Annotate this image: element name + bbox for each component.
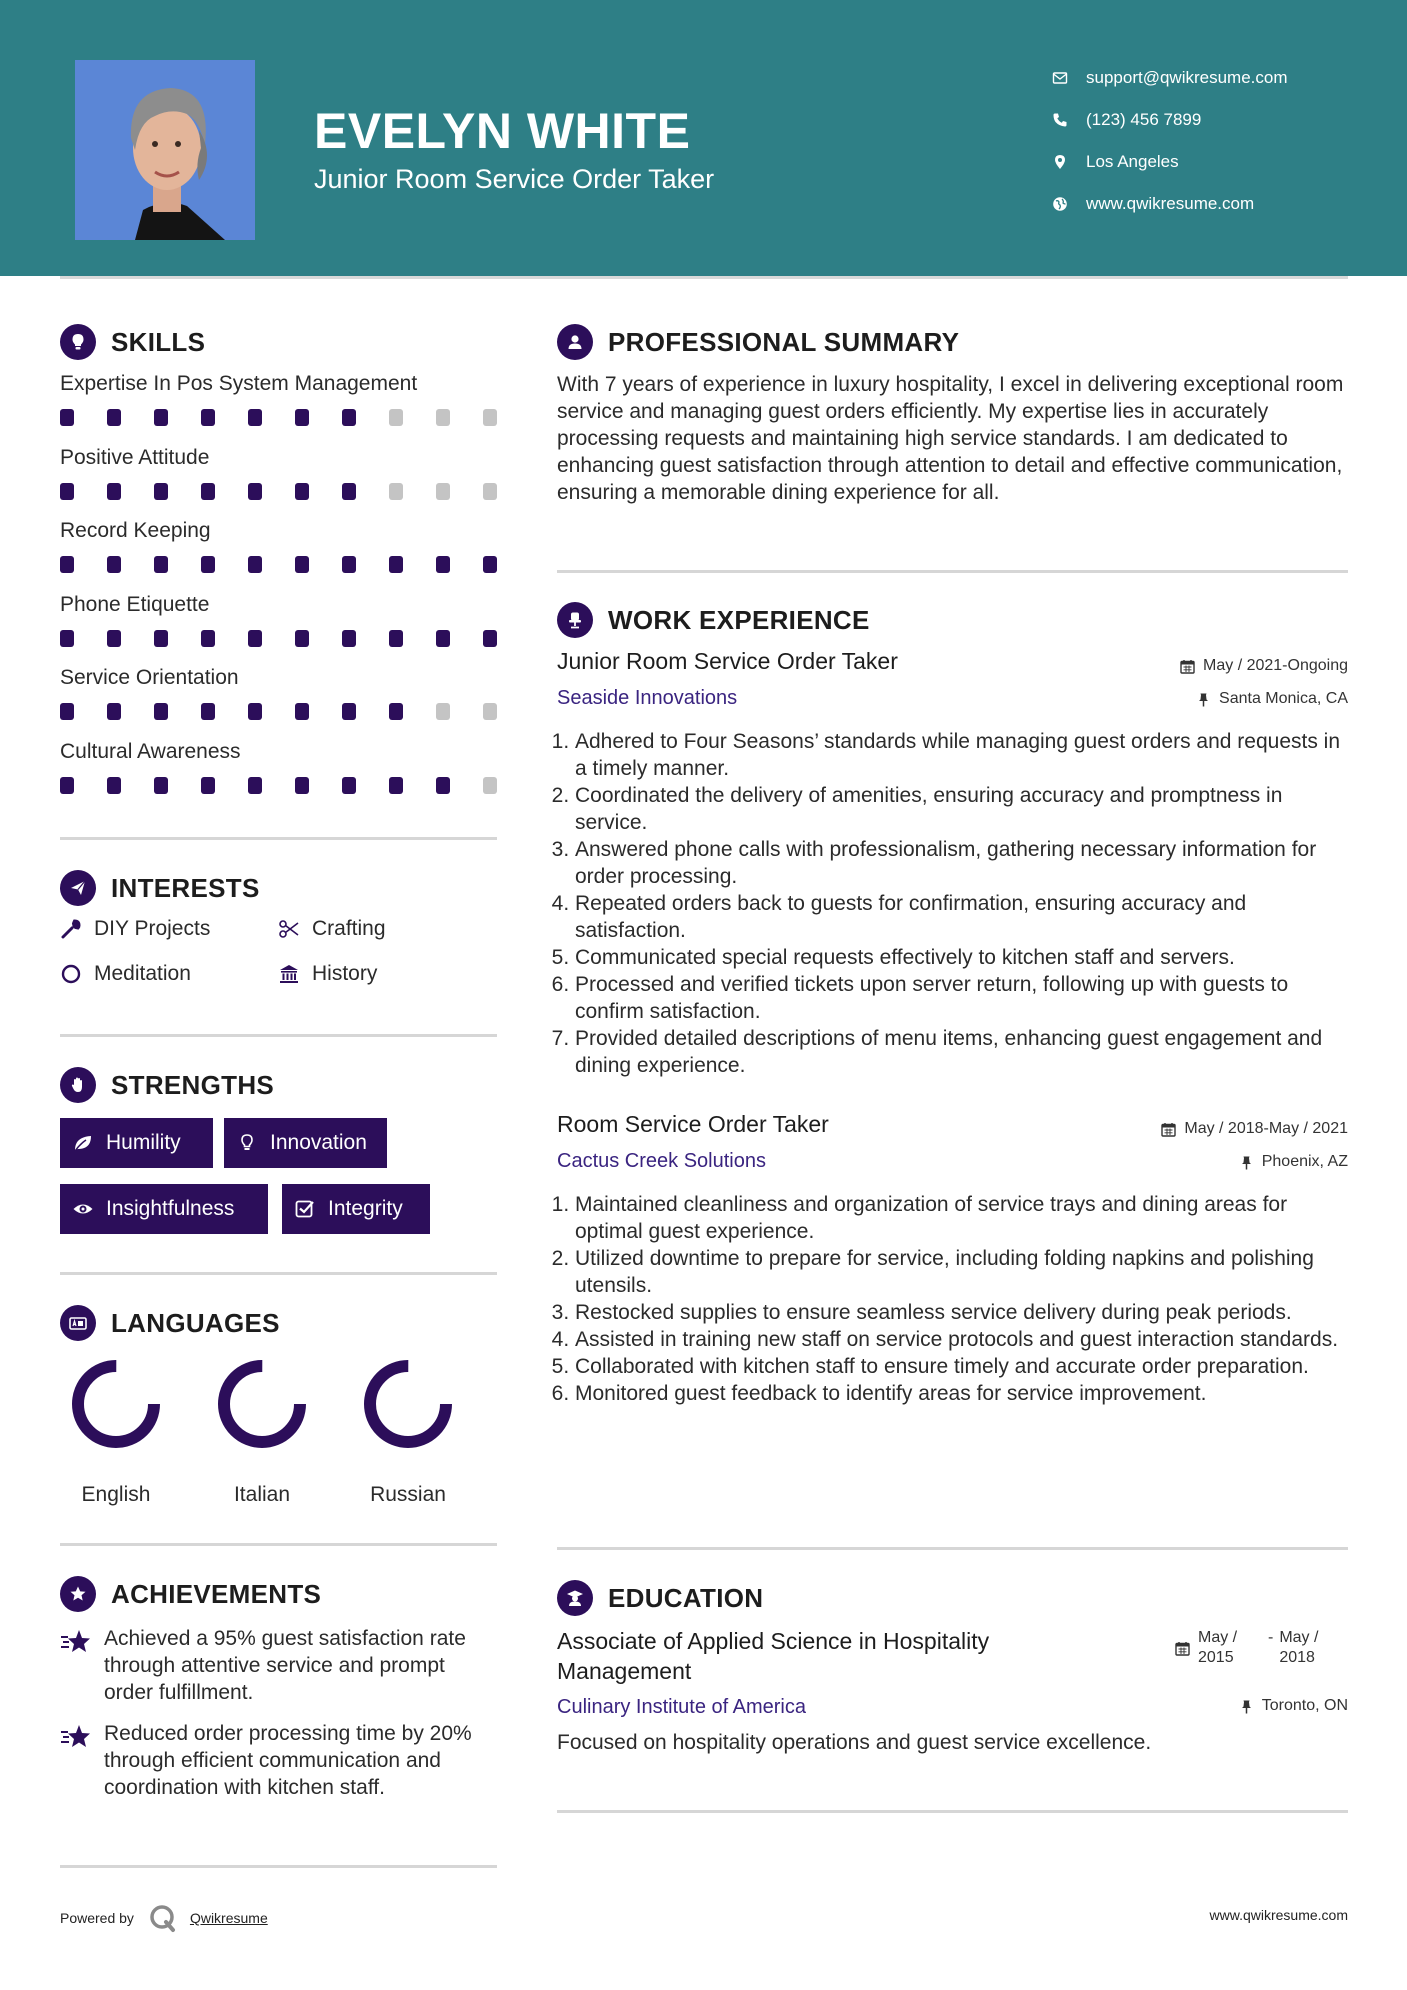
- education-description: Focused on hospitality operations and guest service excellence.: [557, 1731, 1152, 1754]
- languages-title: LANGUAGES: [111, 1307, 280, 1338]
- contact-website[interactable]: [1052, 183, 1288, 225]
- language-item: [348, 1358, 468, 1507]
- rating-dot-empty: [389, 483, 403, 500]
- check-square-icon: [294, 1198, 316, 1220]
- duty-item: 2. Coordinated the delivery of amenities, ensuring accuracy and promptness in service.: [575, 782, 1348, 836]
- education-location: [1239, 1697, 1348, 1715]
- rating-dot-filled: [436, 556, 450, 573]
- phone-icon: [1052, 112, 1086, 128]
- summary-title: PROFESSIONAL SUMMARY: [608, 326, 960, 357]
- job-dates-text: May / 2018-May / 2021: [1184, 1120, 1348, 1137]
- rating-dot-filled: [295, 483, 309, 500]
- rating-dot-filled: [154, 630, 168, 647]
- job-location-text: Santa Monica, CA: [1219, 690, 1348, 707]
- language-item: [56, 1358, 176, 1507]
- job-dates: [1180, 657, 1348, 675]
- pushpin-icon: [1239, 1155, 1254, 1170]
- duty-item: 1. Adhered to Four Seasons’ standards while managing guest orders and requests in a timely manner.: [575, 728, 1348, 782]
- rating-dot-filled: [342, 409, 356, 426]
- job-duties-list: [557, 1191, 1348, 1407]
- language-name: Russian: [370, 1483, 446, 1506]
- interests-title: INTERESTS: [111, 872, 260, 903]
- rating-dot-filled: [154, 777, 168, 794]
- section-divider: [557, 570, 1348, 573]
- rating-dot-empty: [483, 703, 497, 720]
- achievements-title: ACHIEVEMENTS: [111, 1578, 322, 1609]
- job-title: Room Service Order Taker: [557, 1111, 829, 1137]
- skill-rating: [60, 630, 530, 647]
- rating-dot-filled: [295, 703, 309, 720]
- company-name[interactable]: Cactus Creek Solutions: [557, 1150, 766, 1172]
- star-badge-icon: [60, 1576, 96, 1612]
- rating-dot-filled: [201, 556, 215, 573]
- strength-badge-humility: [60, 1118, 213, 1168]
- rating-dot-filled: [295, 409, 309, 426]
- footer-powered-by: [60, 1903, 268, 1933]
- job-dates: [1161, 1120, 1348, 1138]
- experience-heading: [557, 602, 870, 638]
- job-duties-list: [557, 728, 1348, 1079]
- duty-item: 1. Maintained cleanliness and organization of service trays and dining areas for optimal guest experience.: [575, 1191, 1348, 1245]
- skill-label: Positive Attitude: [60, 445, 210, 469]
- strength-label: Innovation: [270, 1131, 367, 1154]
- contact-phone[interactable]: [1052, 99, 1288, 141]
- duty-item: 4. Repeated orders back to guests for confirmation, ensuring accuracy and satisfaction.: [575, 890, 1348, 944]
- rating-dot-filled: [389, 630, 403, 647]
- company-name[interactable]: Seaside Innovations: [557, 687, 738, 709]
- duty-item: 2. Utilized downtime to prepare for service, including folding napkins and polishing utensils.: [575, 1245, 1348, 1299]
- strength-label: Humility: [106, 1131, 181, 1154]
- contact-website-text: www.qwikresume.com: [1086, 194, 1255, 213]
- interest-label: DIY Projects: [94, 917, 211, 940]
- skill-rating: [60, 777, 530, 794]
- rating-dot-filled: [295, 556, 309, 573]
- skill-label: Cultural Awareness: [60, 739, 241, 763]
- star-icon: [60, 1628, 92, 1656]
- language-level-ring: [216, 1358, 308, 1450]
- scissors-icon: [278, 918, 300, 940]
- contact-email[interactable]: [1052, 57, 1288, 99]
- paper-plane-icon: [60, 870, 96, 906]
- powered-by-text: Powered by: [60, 1910, 134, 1926]
- rating-dot-filled: [248, 409, 262, 426]
- rating-dot-filled: [201, 483, 215, 500]
- rating-dot-filled: [201, 703, 215, 720]
- summary-heading: [557, 324, 959, 360]
- id-card-icon: [60, 1305, 96, 1341]
- skill-label: Service Orientation: [60, 666, 239, 689]
- language-name: English: [81, 1483, 151, 1506]
- skill-label: Phone Etiquette: [60, 592, 210, 616]
- job-title: Junior Room Service Order Taker: [557, 648, 898, 674]
- interest-item-crafting: [278, 917, 386, 941]
- summary-text: With 7 years of experience in luxury hospitality, I excel in delivering exceptional room service and managing guest orders efficiently. My expertise lies in accurately processing requests and maintaining high service standards. I am dedicated to enhancing guest satisfaction through attention to detail and effective communication, ensuring a memorable dining experience for all.: [557, 373, 1344, 504]
- language-level-ring: [362, 1358, 454, 1450]
- strength-badge-integrity: [282, 1184, 430, 1234]
- chair-icon: [557, 602, 593, 638]
- wrench-icon: [60, 918, 82, 940]
- rating-dot-filled: [342, 556, 356, 573]
- education-dates: May / 2015 - May / 2018: [1175, 1628, 1325, 1668]
- header-divider: [60, 276, 1348, 279]
- interest-item-meditation: [60, 962, 191, 986]
- duty-item: 3. Answered phone calls with professionalism, gathering necessary information for order processing.: [575, 836, 1348, 890]
- qwikresume-link[interactable]: Qwikresume: [189, 1910, 268, 1926]
- languages-heading: [60, 1305, 280, 1341]
- rating-dot-filled: [436, 630, 450, 647]
- achievement-text: Reduced order processing time by 20% through efficient communication and coordination with kitchen staff.: [104, 1722, 472, 1799]
- duty-item: 6. Monitored guest feedback to identify areas for service improvement.: [575, 1380, 1348, 1407]
- education-date-start: May / 2015: [1198, 1629, 1238, 1666]
- duty-item: 4. Assisted in training new staff on service protocols and guest interaction standards.: [575, 1326, 1348, 1353]
- education-location-text: Toronto, ON: [1261, 1697, 1348, 1714]
- interest-label: Meditation: [94, 962, 191, 985]
- duty-item: 6. Processed and verified tickets upon server return, following up with guests to confirm satisfaction.: [575, 971, 1348, 1025]
- pushpin-icon: [1239, 1699, 1254, 1714]
- strengths-title: STRENGTHS: [111, 1069, 275, 1100]
- rating-dot-filled: [389, 556, 403, 573]
- rating-dot-filled: [107, 777, 121, 794]
- language-level-arc: [224, 1366, 300, 1442]
- skill-label: Record Keeping: [60, 519, 211, 542]
- rating-dot-filled: [342, 777, 356, 794]
- job-location: [1196, 690, 1348, 708]
- rating-dot-filled: [248, 630, 262, 647]
- interest-item-history: [278, 962, 377, 986]
- rating-dot-filled: [295, 777, 309, 794]
- pushpin-icon: [1196, 692, 1211, 707]
- skills-heading: [60, 324, 205, 360]
- candidate-role: Junior Room Service Order Taker: [314, 164, 715, 194]
- language-name: Italian: [233, 1483, 291, 1506]
- envelope-icon: [1052, 70, 1086, 86]
- interest-label: Crafting: [312, 917, 386, 940]
- section-divider: [60, 1865, 497, 1868]
- rating-dot-filled: [389, 703, 403, 720]
- rating-dot-empty: [436, 483, 450, 500]
- rating-dot-filled: [107, 483, 121, 500]
- rating-dot-empty: [389, 409, 403, 426]
- section-divider: [60, 1272, 497, 1275]
- skill-rating: [60, 703, 530, 720]
- rating-dot-filled: [60, 556, 74, 573]
- leaf-icon: [72, 1132, 94, 1154]
- calendar-icon: [1161, 1122, 1176, 1137]
- user-icon: [557, 324, 593, 360]
- rating-dot-filled: [248, 556, 262, 573]
- language-level-arc: [78, 1366, 154, 1442]
- globe-icon: [1052, 196, 1086, 212]
- rating-dot-filled: [154, 483, 168, 500]
- contact-location-text: Los Angeles: [1086, 152, 1179, 171]
- section-divider: [60, 837, 497, 840]
- rating-dot-filled: [248, 483, 262, 500]
- skills-title: SKILLS: [111, 326, 206, 357]
- candidate-name: EVELYN WHITE: [314, 103, 691, 159]
- footer-website[interactable]: www.qwikresume.com: [1209, 1907, 1348, 1923]
- rating-dot-filled: [60, 630, 74, 647]
- experience-title: WORK EXPERIENCE: [608, 604, 870, 635]
- rating-dot-filled: [107, 556, 121, 573]
- rating-dot-empty: [483, 777, 497, 794]
- strength-label: Integrity: [328, 1197, 403, 1220]
- duty-item: 5. Collaborated with kitchen staff to ensure timely and accurate order preparation.: [575, 1353, 1348, 1380]
- strengths-heading: [60, 1067, 274, 1103]
- rating-dot-filled: [154, 556, 168, 573]
- education-date-end: May / 2018: [1279, 1629, 1319, 1666]
- rating-dot-filled: [201, 409, 215, 426]
- rating-dot-empty: [483, 483, 497, 500]
- rating-dot-filled: [154, 409, 168, 426]
- rating-dot-filled: [60, 777, 74, 794]
- rating-dot-filled: [201, 777, 215, 794]
- eye-icon: [72, 1198, 94, 1220]
- duty-item: 5. Communicated special requests effectively to kitchen staff and servers.: [575, 944, 1348, 971]
- skill-rating: [60, 556, 530, 573]
- rating-dot-filled: [60, 483, 74, 500]
- achievement-item: [60, 1625, 497, 1706]
- language-level-arc: [370, 1366, 446, 1442]
- rating-dot-filled: [483, 630, 497, 647]
- strength-badge-insightfulness: [60, 1184, 268, 1234]
- language-level-ring: [70, 1358, 162, 1450]
- duty-item: 3. Restocked supplies to ensure seamless service delivery during peak periods.: [575, 1299, 1348, 1326]
- rating-dot-filled: [201, 630, 215, 647]
- rating-dot-filled: [107, 409, 121, 426]
- section-divider: [557, 1547, 1348, 1550]
- degree-title: Associate of Applied Science in Hospitality Management: [557, 1628, 990, 1684]
- star-icon: [60, 1723, 92, 1751]
- skill-rating: [60, 409, 530, 426]
- calendar-icon: [1175, 1641, 1190, 1656]
- education-heading: [557, 1580, 763, 1616]
- resume-header: [0, 0, 1407, 276]
- rating-dot-filled: [248, 703, 262, 720]
- school-name[interactable]: Culinary Institute of America: [557, 1696, 806, 1718]
- duty-item: 7. Provided detailed descriptions of menu items, enhancing guest engagement and dining experience.: [575, 1025, 1348, 1079]
- section-divider: [60, 1543, 497, 1546]
- profile-photo: [75, 60, 255, 240]
- rating-dot-empty: [483, 409, 497, 426]
- rating-dot-filled: [60, 409, 74, 426]
- contact-list: [1052, 57, 1288, 225]
- rating-dot-filled: [107, 630, 121, 647]
- interest-label: History: [312, 962, 378, 985]
- rating-dot-filled: [295, 630, 309, 647]
- skill-rating: [60, 483, 530, 500]
- interests-heading: [60, 870, 260, 906]
- skill-label: Expertise In Pos System Management: [60, 372, 418, 395]
- interest-item-diy: [60, 917, 210, 941]
- rating-dot-filled: [248, 777, 262, 794]
- rating-dot-filled: [436, 777, 450, 794]
- rating-dot-filled: [154, 703, 168, 720]
- education-title: EDUCATION: [608, 1582, 764, 1613]
- lightbulb-icon: [60, 324, 96, 360]
- circle-icon: [60, 963, 82, 985]
- rating-dot-filled: [483, 556, 497, 573]
- language-item: [202, 1358, 322, 1507]
- strength-badge-innovation: [224, 1118, 387, 1168]
- map-pin-icon: [1052, 154, 1086, 170]
- rating-dot-filled: [107, 703, 121, 720]
- contact-email-text: support@qwikresume.com: [1086, 68, 1288, 87]
- rating-dot-empty: [436, 703, 450, 720]
- contact-phone-text: (123) 456 7899: [1086, 110, 1202, 129]
- rating-dot-filled: [342, 630, 356, 647]
- achievement-text: Achieved a 95% guest satisfaction rate through attentive service and prompt order fulfillment.: [104, 1627, 466, 1704]
- qwikresume-logo-icon: [148, 1903, 178, 1933]
- strength-label: Insightfulness: [106, 1197, 235, 1220]
- achievement-item: [60, 1720, 497, 1801]
- section-divider: [557, 1810, 1348, 1813]
- lightbulb-icon: [236, 1132, 258, 1154]
- job-dates-text: May / 2021-Ongoing: [1203, 657, 1348, 674]
- hand-icon: [60, 1067, 96, 1103]
- job-location-text: Phoenix, AZ: [1261, 1153, 1348, 1170]
- museum-icon: [278, 963, 300, 985]
- section-divider: [60, 1034, 497, 1037]
- contact-location: [1052, 141, 1288, 183]
- achievements-heading: [60, 1576, 321, 1612]
- rating-dot-filled: [389, 777, 403, 794]
- job-location: [1239, 1153, 1348, 1171]
- rating-dot-filled: [60, 703, 74, 720]
- rating-dot-filled: [342, 483, 356, 500]
- calendar-icon: [1180, 659, 1195, 674]
- rating-dot-filled: [342, 703, 356, 720]
- rating-dot-empty: [436, 409, 450, 426]
- graduate-icon: [557, 1580, 593, 1616]
